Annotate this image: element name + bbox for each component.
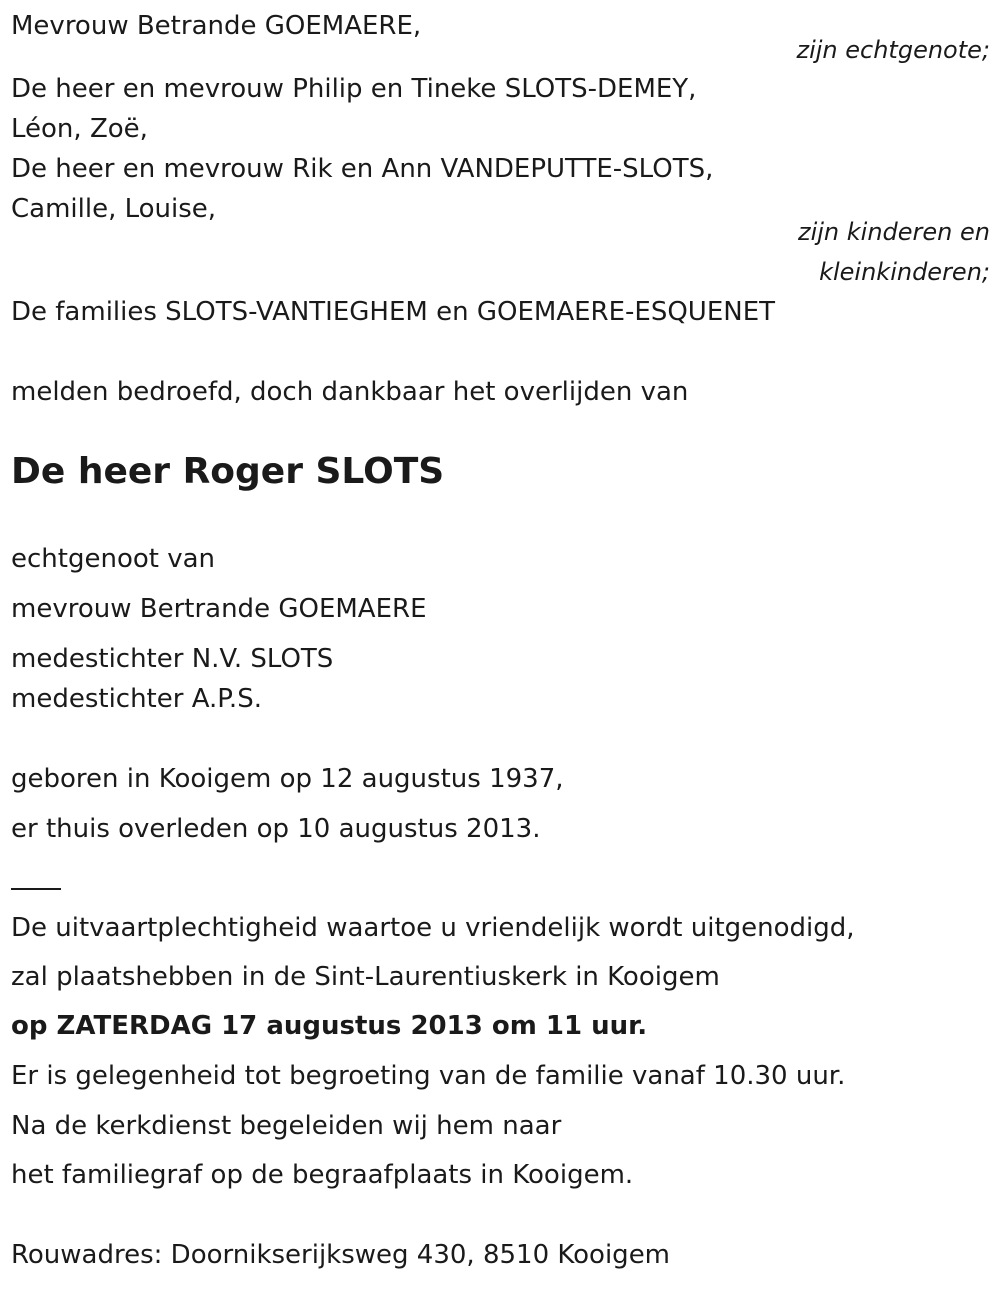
- children-role: kleinkinderen;: [819, 258, 990, 286]
- funeral-line: Er is gelegenheid tot begroeting van de familie vanaf 10.30 uur.: [11, 1061, 846, 1091]
- deceased-name: De heer Roger SLOTS: [11, 451, 445, 492]
- spouse-line: Mevrouw Betrande GOEMAERE,: [11, 11, 422, 41]
- families-line: De families SLOTS-VANTIEGHEM en GOEMAERE-ESQUENET: [11, 297, 776, 327]
- spouse-role: zijn echtgenote;: [796, 36, 990, 64]
- child-line: Léon, Zoë,: [11, 114, 148, 144]
- separator: [11, 888, 61, 890]
- spouse-name: mevrouw Bertrande GOEMAERE: [11, 594, 427, 624]
- child-line: De heer en mevrouw Philip en Tineke SLOTS-DEMEY,: [11, 74, 697, 104]
- child-line: Camille, Louise,: [11, 194, 217, 224]
- children-role: zijn kinderen en: [798, 218, 990, 246]
- death-line: er thuis overleden op 10 augustus 2013.: [11, 814, 541, 844]
- mourning-address: Rouwadres: Doornikserijksweg 430, 8510 Kooigem: [11, 1240, 671, 1270]
- funeral-line: zal plaatshebben in de Sint-Laurentiuskerk in Kooigem: [11, 962, 720, 992]
- funeral-line: De uitvaartplechtigheid waartoe u vriendelijk wordt uitgenodigd,: [11, 913, 855, 943]
- role-line: medestichter N.V. SLOTS: [11, 644, 334, 674]
- child-line: De heer en mevrouw Rik en Ann VANDEPUTTE-SLOTS,: [11, 154, 714, 184]
- funeral-line: Na de kerkdienst begeleiden wij hem naar: [11, 1111, 562, 1141]
- announcement: melden bedroefd, doch dankbaar het overlijden van: [11, 377, 689, 407]
- funeral-line: het familiegraf op de begraafplaats in Kooigem.: [11, 1160, 634, 1190]
- role-line: medestichter A.P.S.: [11, 684, 262, 714]
- birth-line: geboren in Kooigem op 12 augustus 1937,: [11, 764, 564, 794]
- funeral-date: op ZATERDAG 17 augustus 2013 om 11 uur.: [11, 1011, 648, 1041]
- spouse-label: echtgenoot van: [11, 544, 216, 574]
